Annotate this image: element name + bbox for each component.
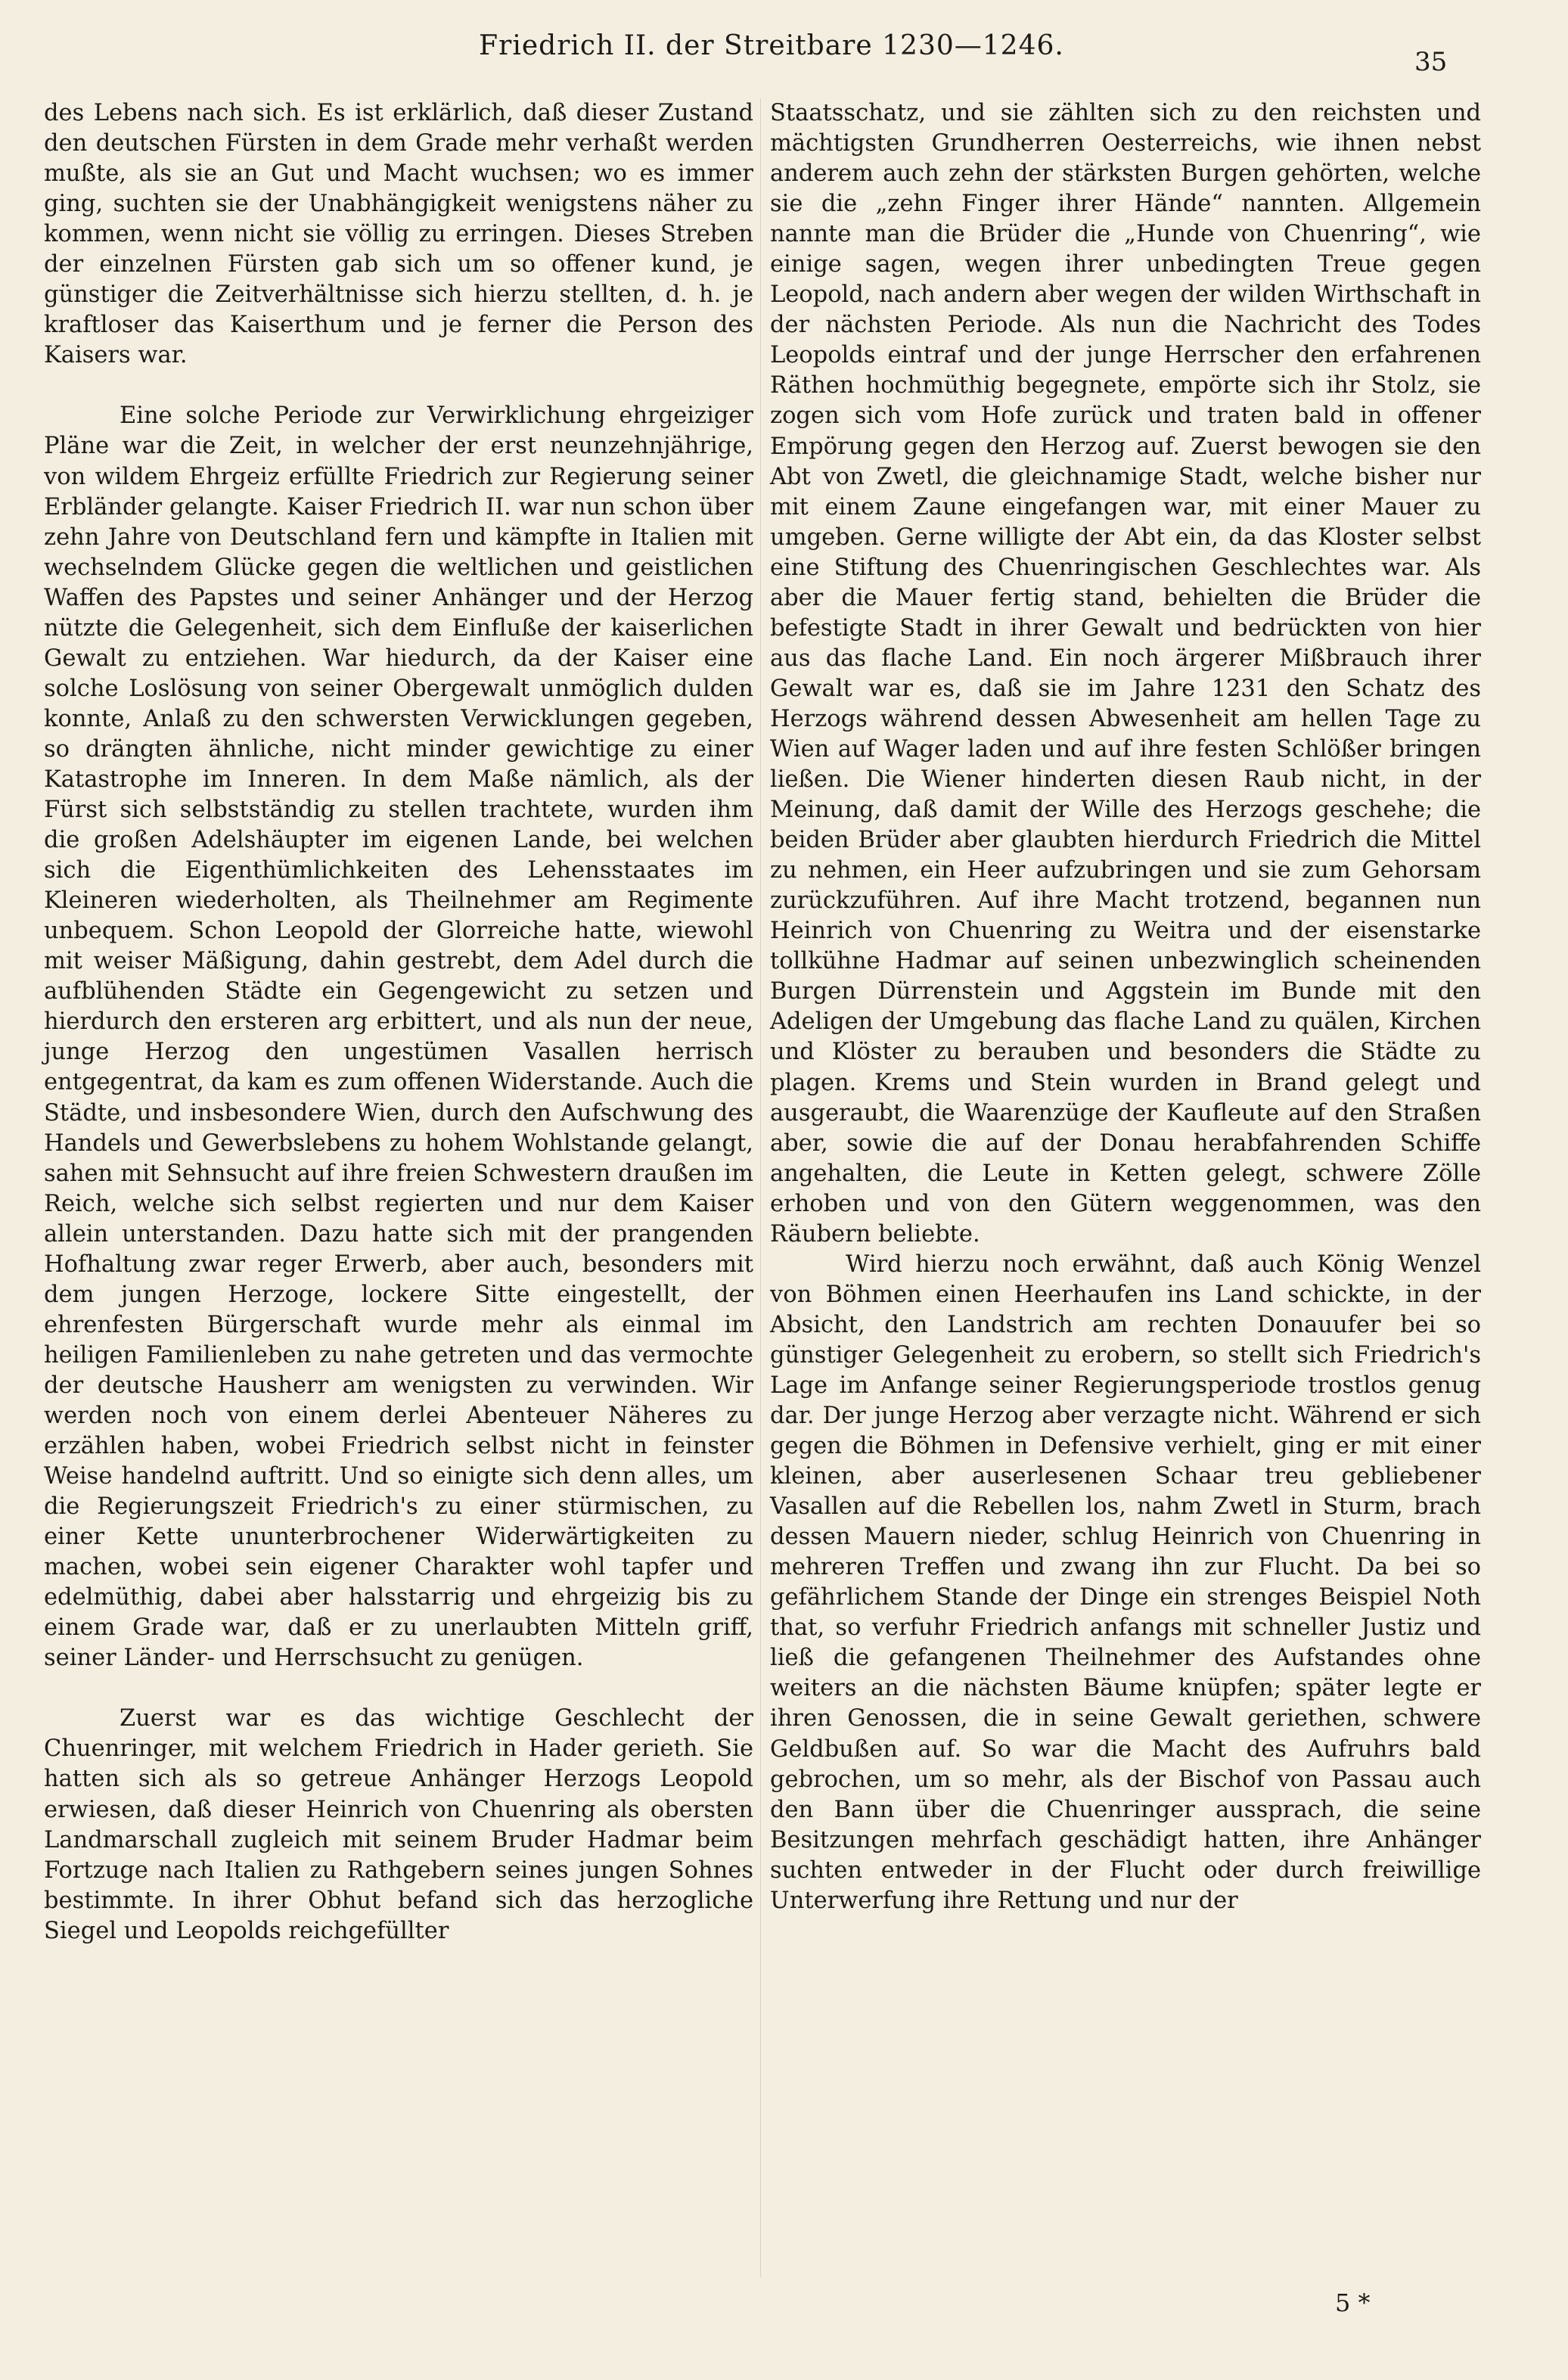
right-paragraph-1: Staatsschatz, und sie zählten sich zu den reichsten und mächtigsten Grundherren Oesterreichs, wie ihnen nebst anderem auch zehn der stärksten Burgen gehörten, welche sie die „zehn Finger ihrer Hände“ nannten. Allgemein nannte man die Brüder die „Hunde von Chuenring“, wie einige sagen, wegen ihrer unbedingten Treue gegen Leopold, nach andern aber wegen der wilden Wirthschaft in der nächsten Periode. Als nun die Nachricht des Todes Leopolds eintraf und der junge Herrscher den erfahrenen Räthen hochmüthig begegnete, empörte sich ihr Stolz, sie zogen sich vom Hofe zurück und traten bald in offener Empörung gegen den Herzog auf. Zuerst bewogen sie den Abt von Zwetl, die gleichnamige Stadt, welche bisher nur mit einem Zaune eingefangen war, mit einer Mauer zu umgeben. Gerne willigte der Abt ein, da das Kloster selbst eine Stiftung des Chuenringischen Geschlechtes war. Als aber die Mauer fertig stand, behielten die Brüder die befestigte Stadt in ihrer Gewalt und bedrückten von hier aus das flache Land. Ein noch ärgerer Mißbrauch ihrer Gewalt war es, daß sie im Jahre 1231 den Schatz des Herzogs während dessen Abwesenheit am hellen Tage zu Wien auf Wager laden und auf ihre festen Schlößer bringen ließen. Die Wiener hinderten diesen Raub nicht, in der Meinung, daß damit der Wille des Herzogs geschehe; die beiden Brüder aber glaubten hierdurch Friedrich die Mittel zu nehmen, ein Heer aufzubringen und sie zum Gehorsam zurückzuführen. Auf ihre Macht trotzend, begannen nun Heinrich von Chuenring zu Weitra und der eisenstarke tollkühne Hadmar auf seinen unbezwinglich scheinenden Burgen Dürrenstein und Aggstein im Bunde mit den Adeligen der Umgebung das flache Land zu quälen, Kirchen und Klöster zu berauben und besonders die Städte zu plagen. Krems und Stein wurden in Brand gelegt und ausgeraubt, die Waarenzüge der Kaufleute auf den Straßen aber, sowie die auf der Donau herabfahrenden Schiffe angehalten, die Leute in Ketten gelegt, schwere Zölle erhoben und von den Gütern weggenommen, was den Räubern beliebte. (770, 100, 1481, 1247)
left-column (44, 98, 753, 1947)
running-title: Friedrich II. der Streitbare 1230—1246. (479, 30, 1064, 61)
right-column (770, 98, 1481, 1916)
left-paragraph-3: Zuerst war es das wichtige Geschlecht der Chuenringer, mit welchem Friedrich in Hader gerieth. Sie hatten sich als so getreue Anhänger Herzogs Leopold erwiesen, daß dieser Heinrich von Chuenring als obersten Landmarschall zugleich mit seinem Bruder Hadmar beim Fortzuge nach Italien zu Rathgebern seines jungen Sohnes bestimmte. In ihrer Obhut befand sich das herzogliche Siegel und Leopolds reichgefüllter (44, 1705, 753, 1944)
right-paragraph-2: Wird hierzu noch erwähnt, daß auch König Wenzel von Böhmen einen Heerhaufen ins Land schickte, in der Absicht, den Landstrich am rechten Donauufer bei so günstiger Gelegenheit zu erobern, so stellt sich Friedrich's Lage im Anfange seiner Regierungsperiode trostlos genug dar. Der junge Herzog aber verzagte nicht. Während er sich gegen die Böhmen in Defensive verhielt, ging er mit einer kleinen, aber auserlesenen Schaar treu gebliebener Vasallen auf die Rebellen los, nahm Zwetl in Sturm, brach dessen Mauern nieder, schlug Heinrich von Chuenring in mehreren Treffen und zwang ihn zur Flucht. Da bei so gefährlichem Stande der Dinge ein strenges Beispiel Noth that, so verfuhr Friedrich anfangs mit schneller Justiz und ließ die gefangenen Theilnehmer des Aufstandes ohne weiters an die nächsten Bäume knüpfen; später legte er ihren Genossen, die in seine Gewalt geriethen, schwere Geldbußen auf. So war die Macht des Aufruhrs bald gebrochen, um so mehr, als der Bischof von Passau auch den Bann über die Chuenringer aussprach, die seine Besitzungen mehrfach geschädigt hatten, ihre Anhänger suchten entweder in der Flucht oder durch freiwillige Unterwerfung ihre Rettung und nur der (770, 1251, 1481, 1914)
page-number: 35 (1414, 47, 1448, 77)
left-paragraph-1: des Lebens nach sich. Es ist erklärlich, daß dieser Zustand den deutschen Fürsten in dem Grade mehr verhaßt werden mußte, als sie an Gut und Macht wuchsen; wo es immer ging, suchten sie der Unabhängigkeit wenigstens näher zu kommen, wenn nicht sie völlig zu erringen. Dieses Streben der einzelnen Fürsten gab sich um so offener kund, je günstiger die Zeitverhältnisse sich hierzu stellten, d. h. je kraftloser das Kaiserthum und je ferner die Person des Kaisers war. (44, 100, 753, 369)
running-header (0, 30, 1568, 77)
signature-mark: 5 * (1335, 2288, 1371, 2317)
left-paragraph-2: Eine solche Periode zur Verwirklichung ehrgeiziger Pläne war die Zeit, in welcher der erst neunzehnjährige, von wildem Ehrgeiz erfüllte Friedrich zur Regierung seiner Erbländer gelangte. Kaiser Friedrich II. war nun schon über zehn Jahre von Deutschland fern und kämpfte in Italien mit wechselndem Glücke gegen die weltlichen und geistlichen Waffen des Papstes und seiner Anhänger und der Herzog nützte die Gelegenheit, sich dem Einfluße der kaiserlichen Gewalt zu entziehen. War hiedurch, da der Kaiser eine solche Loslösung von seiner Obergewalt unmöglich dulden konnte, Anlaß zu den schwersten Verwicklungen gegeben, so drängten ähnliche, nicht minder gewichtige zu einer Katastrophe im Inneren. In dem Maße nämlich, als der Fürst sich selbstständig zu stellen trachtete, wurden ihm die großen Adelshäupter im eigenen Lande, bei welchen sich die Eigenthümlichkeiten des Lehensstaates im Kleineren wiederholten, als Theilnehmer am Regimente unbequem. Schon Leopold der Glorreiche hatte, wiewohl mit weiser Mäßigung, dahin gestrebt, dem Adel durch die aufblühenden Städte ein Gegengewicht zu setzen und hierdurch den ersteren arg erbittert, und als nun der neue, junge Herzog den ungestümen Vasallen herrisch entgegentrat, da kam es zum offenen Widerstande. Auch die Städte, und insbesondere Wien, durch den Aufschwung des Handels und Gewerbslebens zu hohem Wohlstande gelangt, sahen mit Sehnsucht auf ihre freien Schwestern draußen im Reich, welche sich selbst regierten und nur dem Kaiser allein unterstanden. Dazu hatte sich mit der prangenden Hofhaltung zwar reger Erwerb, aber auch, besonders mit dem jungen Herzoge, lockere Sitte eingestellt, der ehrenfesten Bürgerschaft wurde mehr als einmal im heiligen Familienleben zu nahe getreten und das vermochte der deutsche Hausherr am wenigsten zu verwinden. Wir werden noch von einem derlei Abenteuer Näheres zu erzählen haben, wobei Friedrich selbst nicht in feinster Weise handelnd auftritt. Und so einigte sich denn alles, um die Regierungszeit Friedrich's zu einer stürmischen, zu einer Kette ununterbrochener Widerwärtigkeiten zu machen, wobei sein eigener Charakter wohl tapfer und edelmüthig, dabei aber halsstarrig und ehrgeizig bis zu einem Grade war, daß er zu unerlaubten Mitteln griff, seiner Länder- und Herrschsucht zu genügen. (44, 402, 753, 1672)
column-divider (760, 98, 761, 2277)
